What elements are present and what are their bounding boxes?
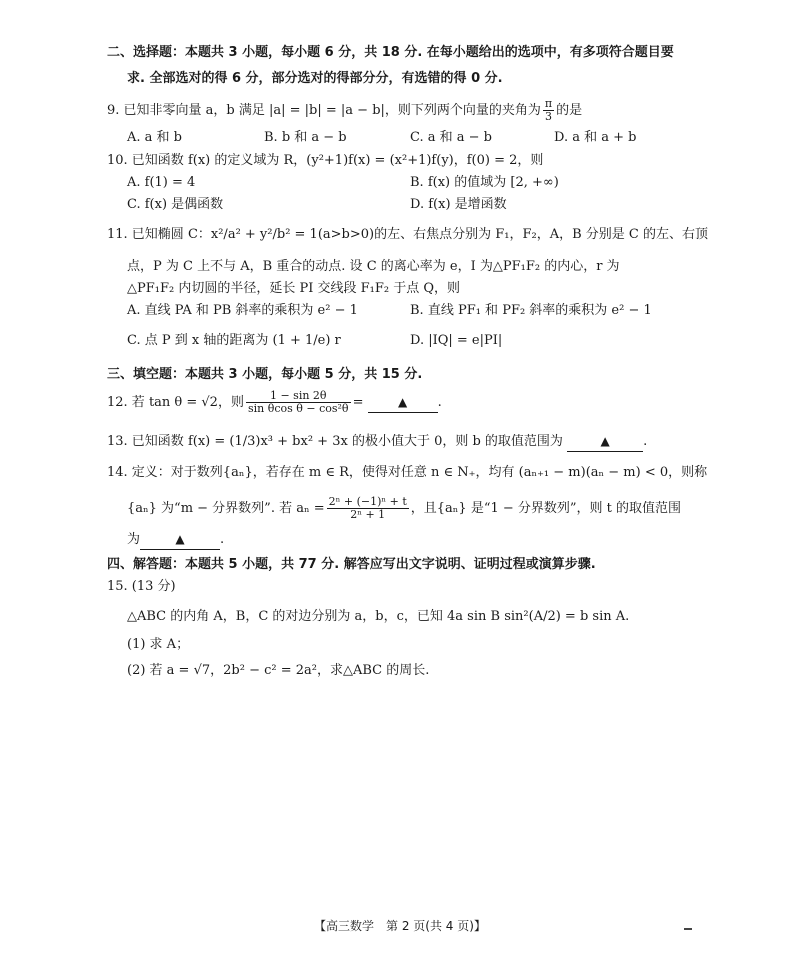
- q14-line3: 为 ▲ .: [127, 530, 224, 550]
- q15-part1: (1) 求 A；: [127, 637, 190, 652]
- q13-answer-mark: ▲: [600, 434, 610, 448]
- q9-stem: 9. 已知非零向量 a，b 满足 |a| = |b| = |a − b|，则下列两个向量的夹角为 $\frac{\pi}{3}$ 的是: [107, 97, 583, 123]
- section2-title-line1: 二、选择题：本题共 3 小题，每小题 6 分，共 18 分. 在每小题给出的选项中，有多项符合题目要: [107, 45, 674, 60]
- q10-option-c: C. f(x) 是偶函数: [127, 197, 224, 212]
- q9-option-d: D. a 和 a + b: [554, 130, 637, 145]
- q10-option-b: B. f(x) 的值域为 [2, +∞): [410, 175, 559, 190]
- q10-option-d: D. f(x) 是增函数: [410, 197, 507, 212]
- q15-part2: (2) 若 a = √7，2b² − c² = 2a²，求△ABC 的周长.: [127, 663, 430, 678]
- q10-option-a: A. f(1) = 4: [127, 175, 196, 190]
- page-footer: 【高三数学 第 2 页(共 4 页)】: [314, 919, 486, 933]
- q9-option-c: C. a 和 a − b: [410, 130, 492, 145]
- ellipse-equation: x²/a² + y²/b² = 1(a>b>0): [210, 227, 375, 242]
- q14-line1: 14. 定义：对于数列{aₙ}，若存在 m ∈ R，使得对任意 n ∈ N₊，均有 (aₙ₊₁ − m)(aₙ − m) < 0，则称: [107, 465, 708, 480]
- q11-option-a: A. 直线 PA 和 PB 斜率的乘积为 e² − 1: [127, 303, 358, 318]
- q14-line2: {aₙ} 为“m − 分界数列”. 若 aₙ = $\frac{\text{2ⁿ + (−1)ⁿ + t}}{\text{2ⁿ + 1}}$ ，且{aₙ} 是“1 − 分界数列”，则 t 的取值范围: [127, 495, 682, 521]
- q12-stem: 12. 若 tan θ = √2，则 $\frac{1 - \sin 2\theta}{\text{sin θcos θ − cos²θ}}$ = ▲ .: [107, 389, 442, 415]
- section2-title-line2: 求. 全部选对的得 6 分，部分选对的得部分分，有选错的得 0 分.: [127, 71, 503, 86]
- q13-stem: 13. 已知函数 f(x) = (1/3)x³ + bx² + 3x 的极小值大于 0，则 b 的取值范围为 ▲ .: [107, 432, 647, 452]
- q15-head: 15. (13 分): [107, 579, 176, 594]
- q12-answer-mark: ▲: [397, 395, 408, 409]
- corner-mark: [684, 928, 692, 930]
- q11-option-b: B. 直线 PF₁ 和 PF₂ 斜率的乘积为 e² − 1: [410, 303, 652, 318]
- q15-stem: △ABC 的内角 A，B，C 的对边分别为 a，b，c，已知 4a sin B sin²(A/2) = b sin A.: [127, 609, 630, 624]
- q9-option-a: A. a 和 b: [127, 130, 182, 145]
- q14-answer-mark: ▲: [175, 532, 185, 546]
- q11-line3: △PF₁F₂ 内切圆的半径，延长 PI 交线段 F₁F₂ 于点 Q，则: [127, 281, 461, 296]
- section4-title: 四、解答题：本题共 5 小题，共 77 分. 解答应写出文字说明、证明过程或演算步骤.: [107, 557, 596, 572]
- q11-line2: 点，P 为 C 上不与 A，B 重合的动点. 设 C 的离心率为 e，I 为△PF₁F₂ 的内心，r 为: [127, 259, 620, 274]
- section3-title: 三、填空题：本题共 3 小题，每小题 5 分，共 15 分.: [107, 367, 423, 382]
- q11-option-d: D. |IQ| = e|PI|: [410, 333, 503, 348]
- q10-stem: 10. 已知函数 f(x) 的定义域为 R，(y²+1)f(x) = (x²+1)f(y)，f(0) = 2，则: [107, 153, 544, 168]
- q11-option-c: C. 点 P 到 x 轴的距离为 (1 + 1/e) r: [127, 333, 341, 348]
- q11-stem: 11. 已知椭圆 C：x²/a² + y²/b² = 1(a>b>0)的左、右焦点分别为 F₁，F₂，A，B 分别是 C 的左、右顶: [107, 227, 708, 242]
- q9-option-b: B. b 和 a − b: [264, 130, 347, 145]
